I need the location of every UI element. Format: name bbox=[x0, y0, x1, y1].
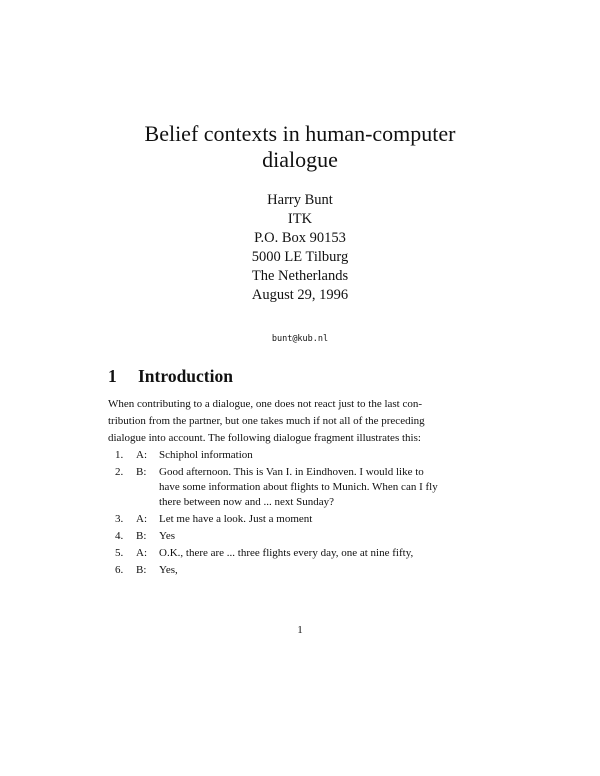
author-email[interactable]: bunt@kub.nl bbox=[271, 334, 329, 344]
turn-number: 2. bbox=[115, 466, 124, 478]
section-title: Introduction bbox=[138, 366, 233, 386]
turn-text: Good afternoon. This is Van I. in Eindhoven. I would like to bbox=[159, 466, 424, 478]
paragraph-line: dialogue into account. The following dialogue fragment illustrates this: bbox=[108, 432, 421, 444]
dialogue-turn bbox=[108, 512, 508, 527]
dialogue-turn bbox=[108, 448, 508, 463]
address-line: P.O. Box 90153 bbox=[254, 230, 346, 246]
turn-speaker: A: bbox=[136, 449, 147, 461]
title-line: dialogue bbox=[262, 147, 338, 172]
paper-date: August 29, 1996 bbox=[251, 287, 349, 303]
dialogue-turn bbox=[108, 529, 508, 544]
turn-speaker: B: bbox=[136, 466, 147, 478]
section-number: 1 bbox=[108, 366, 117, 386]
dialogue-fragment bbox=[108, 448, 508, 580]
turn-speaker: B: bbox=[136, 530, 147, 542]
paragraph-line: When contributing to a dialogue, one does not react just to the last con- bbox=[108, 398, 423, 410]
turn-speaker: B: bbox=[136, 564, 147, 576]
address-line: 5000 LE Tilburg bbox=[251, 249, 349, 265]
turn-text: have some information about flights to Munich. When can I fly bbox=[159, 481, 438, 493]
turn-number: 5. bbox=[115, 547, 124, 559]
turn-text: Yes, bbox=[159, 564, 178, 576]
turn-text: Schiphol information bbox=[159, 449, 253, 461]
turn-text: Let me have a look. Just a moment bbox=[159, 513, 313, 525]
intro-paragraph bbox=[108, 396, 494, 447]
paragraph-line: tribution from the partner, but one takes much if not all of the preceding bbox=[108, 415, 425, 427]
turn-text: there between now and ... next Sunday? bbox=[159, 496, 335, 508]
author-affiliation: ITK bbox=[287, 211, 313, 227]
address-line: The Netherlands bbox=[251, 268, 349, 284]
turn-text: O.K., there are ... three flights every day, one at nine fifty, bbox=[159, 547, 414, 559]
title-line: Belief contexts in human-computer bbox=[144, 121, 456, 146]
section-heading bbox=[108, 366, 233, 387]
dialogue-turn bbox=[108, 465, 508, 510]
dialogue-turn bbox=[108, 563, 508, 578]
author-name: Harry Bunt bbox=[267, 192, 333, 208]
turn-number: 6. bbox=[115, 564, 124, 576]
paper-title bbox=[0, 121, 600, 173]
turn-speaker: A: bbox=[136, 513, 147, 525]
turn-number: 4. bbox=[115, 530, 124, 542]
page-number: 1 bbox=[297, 624, 303, 636]
turn-text: Yes bbox=[159, 530, 176, 542]
author-block bbox=[0, 191, 600, 286]
turn-number: 1. bbox=[115, 449, 124, 461]
dialogue-turn bbox=[108, 546, 508, 561]
turn-number: 3. bbox=[115, 513, 124, 525]
turn-speaker: A: bbox=[136, 547, 147, 559]
